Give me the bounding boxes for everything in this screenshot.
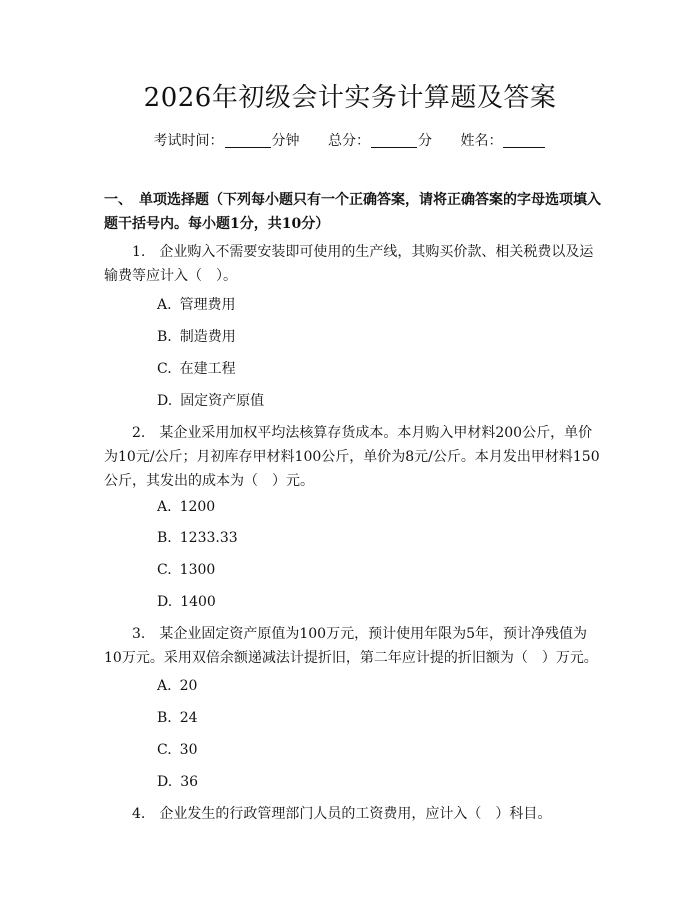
option-text: 24 [179,710,198,726]
option-letter: A. [157,297,172,313]
exam-time-blank[interactable] [225,147,271,148]
exam-time-label: 考试时间： [153,133,224,149]
score-field [328,131,432,151]
question-1 [104,240,604,288]
option-text: 1400 [180,594,216,610]
exam-time-field [154,131,300,151]
option-text: 管理费用 [179,297,236,313]
option-text: 30 [179,742,198,758]
question-1-option-d[interactable] [157,391,264,411]
question-2-option-a[interactable] [157,497,215,517]
option-letter: B. [157,710,172,726]
question-2-option-b[interactable] [157,528,238,548]
question-3-option-c[interactable] [157,740,198,760]
option-text: 1200 [179,499,216,515]
question-text: 某企业固定资产原值为100万元，预计使用年限为5年，预计净残值为10万元。采用双倍余额递减法计提折旧，第二年应计提的折旧额为（ ）万元。 [104,626,598,666]
question-2 [104,421,604,493]
option-text: 1300 [179,562,216,578]
option-letter: D. [157,594,173,610]
question-1-option-c[interactable] [157,359,236,379]
question-3-option-d[interactable] [157,772,198,792]
exam-meta [0,131,700,151]
question-text: 企业发生的行政管理部门人员的工资费用，应计入（ ）科目。 [159,806,552,822]
question-text: 企业购入不需要安装即可使用的生产线，其购买价款、相关税费以及运输费等应计入（ ）。 [104,244,594,284]
option-letter: B. [157,530,172,546]
name-blank[interactable] [503,147,545,148]
question-4 [104,802,604,826]
question-number: 2. [132,425,146,441]
option-text: 在建工程 [179,361,236,377]
question-number: 1. [132,244,146,260]
option-letter: A. [157,678,172,694]
option-text: 20 [179,678,198,694]
exam-time-unit: 分钟 [271,133,300,149]
option-letter: C. [157,742,172,758]
question-number: 3. [132,626,146,642]
question-3-option-a[interactable] [157,676,197,696]
option-letter: B. [157,329,172,345]
question-2-option-d[interactable] [157,592,216,612]
option-letter: C. [157,361,172,377]
score-blank[interactable] [371,147,417,148]
option-text: 36 [180,774,199,790]
option-letter: D. [157,393,173,409]
question-1-option-b[interactable] [157,327,236,347]
question-1-option-a[interactable] [157,295,236,315]
section-heading: 一、 单项选择题（下列每小题只有一个正确答案，请将正确答案的字母选项填入题干括号内。每小题1分，共10分） [104,192,601,232]
question-text: 某企业采用加权平均法核算存货成本。本月购入甲材料200公斤，单价为10元/公斤；月初库存甲材料100公斤，单价为8元/公斤。本月发出甲材料150公斤，其发出的成本为（ ）元。 [104,425,600,489]
option-text: 固定资产原值 [180,393,265,409]
score-unit: 分 [418,133,432,149]
page-title: 2026年初级会计实务计算题及答案 [143,83,557,113]
name-label: 姓名： [460,133,503,149]
option-letter: D. [157,774,173,790]
name-field [460,131,546,151]
option-letter: C. [157,562,172,578]
score-label: 总分： [328,133,370,149]
question-3 [104,622,604,670]
question-number: 4. [132,806,146,822]
option-text: 制造费用 [179,329,236,345]
question-3-option-b[interactable] [157,708,198,728]
question-2-option-c[interactable] [157,560,215,580]
option-letter: A. [157,499,172,515]
option-text: 1233.33 [179,530,238,546]
